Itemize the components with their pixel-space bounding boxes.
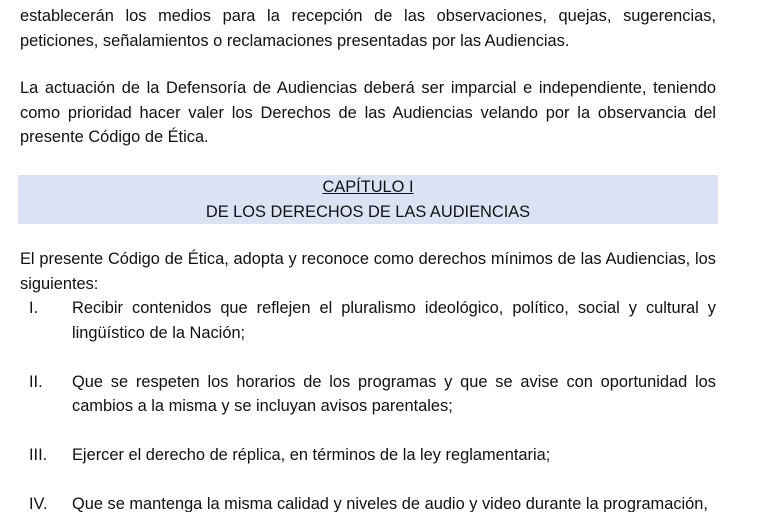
chapter-number: CAPÍTULO I — [322, 178, 414, 196]
paragraph-reception-means: establecerán los medios para la recepción de las observaciones, quejas, sugerencias, peticiones, señalamientos o reclamaciones presentadas por las Audiencias. — [20, 7, 716, 50]
list-item-text: Que se mantenga la misma calidad y niveles de audio y video durante la programación, — [72, 495, 708, 512]
list-item — [0, 443, 768, 468]
rights-list — [0, 296, 768, 512]
chapter-title: DE LOS DERECHOS DE LAS AUDIENCIAS — [205, 202, 531, 221]
list-item — [0, 296, 768, 345]
paragraph-defensoria-actuation: La actuación de la Defensoría de Audiencias deberá ser imparcial e independiente, teniendo como prioridad hacer valer los Derechos de las Audiencias velando por la observancia del presente Código de Ética. — [20, 79, 716, 146]
list-item-text: Que se respeten los horarios de los programas y que se avise con oportunidad los cambios a la misma y se incluyan avisos parentales; — [72, 372, 716, 415]
chapter-heading — [18, 175, 718, 224]
list-item-numeral: III. — [29, 446, 48, 464]
paragraph-rights-intro: El presente Código de Ética, adopta y reconoce como derechos mínimos de las Audiencias, los siguientes: — [20, 250, 716, 293]
list-item-numeral: I. — [29, 299, 39, 317]
list-item — [0, 370, 768, 419]
list-item-numeral: II. — [29, 372, 43, 391]
list-item — [0, 492, 768, 512]
list-item-numeral: IV. — [29, 495, 48, 512]
list-item-text: Ejercer el derecho de réplica, en términos de la ley reglamentaria; — [72, 446, 551, 464]
list-item-text: Recibir contenidos que reflejen el pluralismo ideológico, político, social y cultural y lingüístico de la Nación; — [72, 299, 716, 342]
